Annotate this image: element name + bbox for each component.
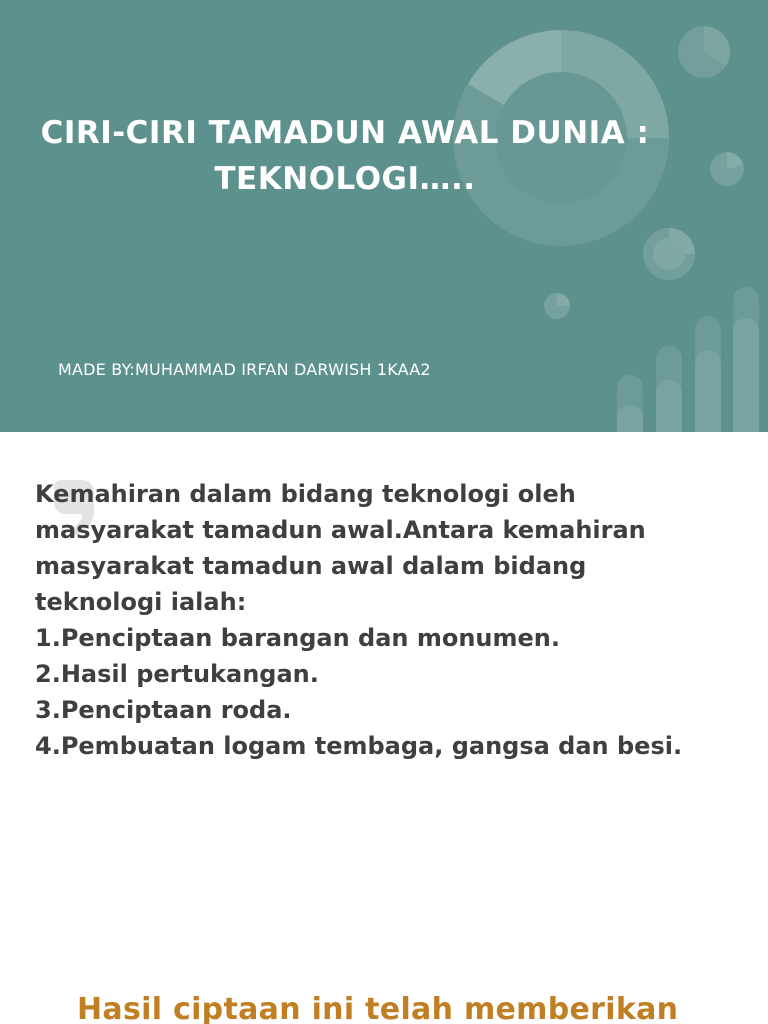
next-slide-heading: Hasil ciptaan ini telah memberikan — [77, 992, 679, 1024]
bar-chart-icon — [617, 287, 759, 432]
author-credit: MADE BY:MUHAMMAD IRFAN DARWISH 1KAA2 — [58, 360, 431, 379]
body-text — [35, 476, 755, 764]
small-pie-icon-3 — [544, 293, 570, 319]
title-slide — [0, 0, 768, 432]
slide-title-line-1: CIRI-CIRI TAMADUN AWAL DUNIA : — [40, 115, 650, 151]
list-item-2: 2.Hasil pertukangan. — [35, 660, 319, 688]
slide-title — [0, 110, 690, 202]
small-donut-icon — [643, 228, 695, 280]
list-item-1: 1.Penciptaan barangan dan monumen. — [35, 624, 560, 652]
body-line: teknologi ialah: — [35, 588, 247, 616]
body-line: masyarakat tamadun awal dalam bidang — [35, 552, 587, 580]
list-item-3: 3.Penciptaan roda. — [35, 696, 292, 724]
body-line: Kemahiran dalam bidang teknologi oleh — [35, 480, 576, 508]
content-slide — [0, 432, 768, 1024]
body-line: masyarakat tamadun awal.Antara kemahiran — [35, 516, 646, 544]
small-pie-icon-1 — [678, 26, 730, 78]
slide-title-line-2: TEKNOLOGI….. — [214, 161, 476, 197]
small-pie-icon-2 — [710, 152, 744, 186]
list-item-4: 4.Pembuatan logam tembaga, gangsa dan besi. — [35, 732, 683, 760]
